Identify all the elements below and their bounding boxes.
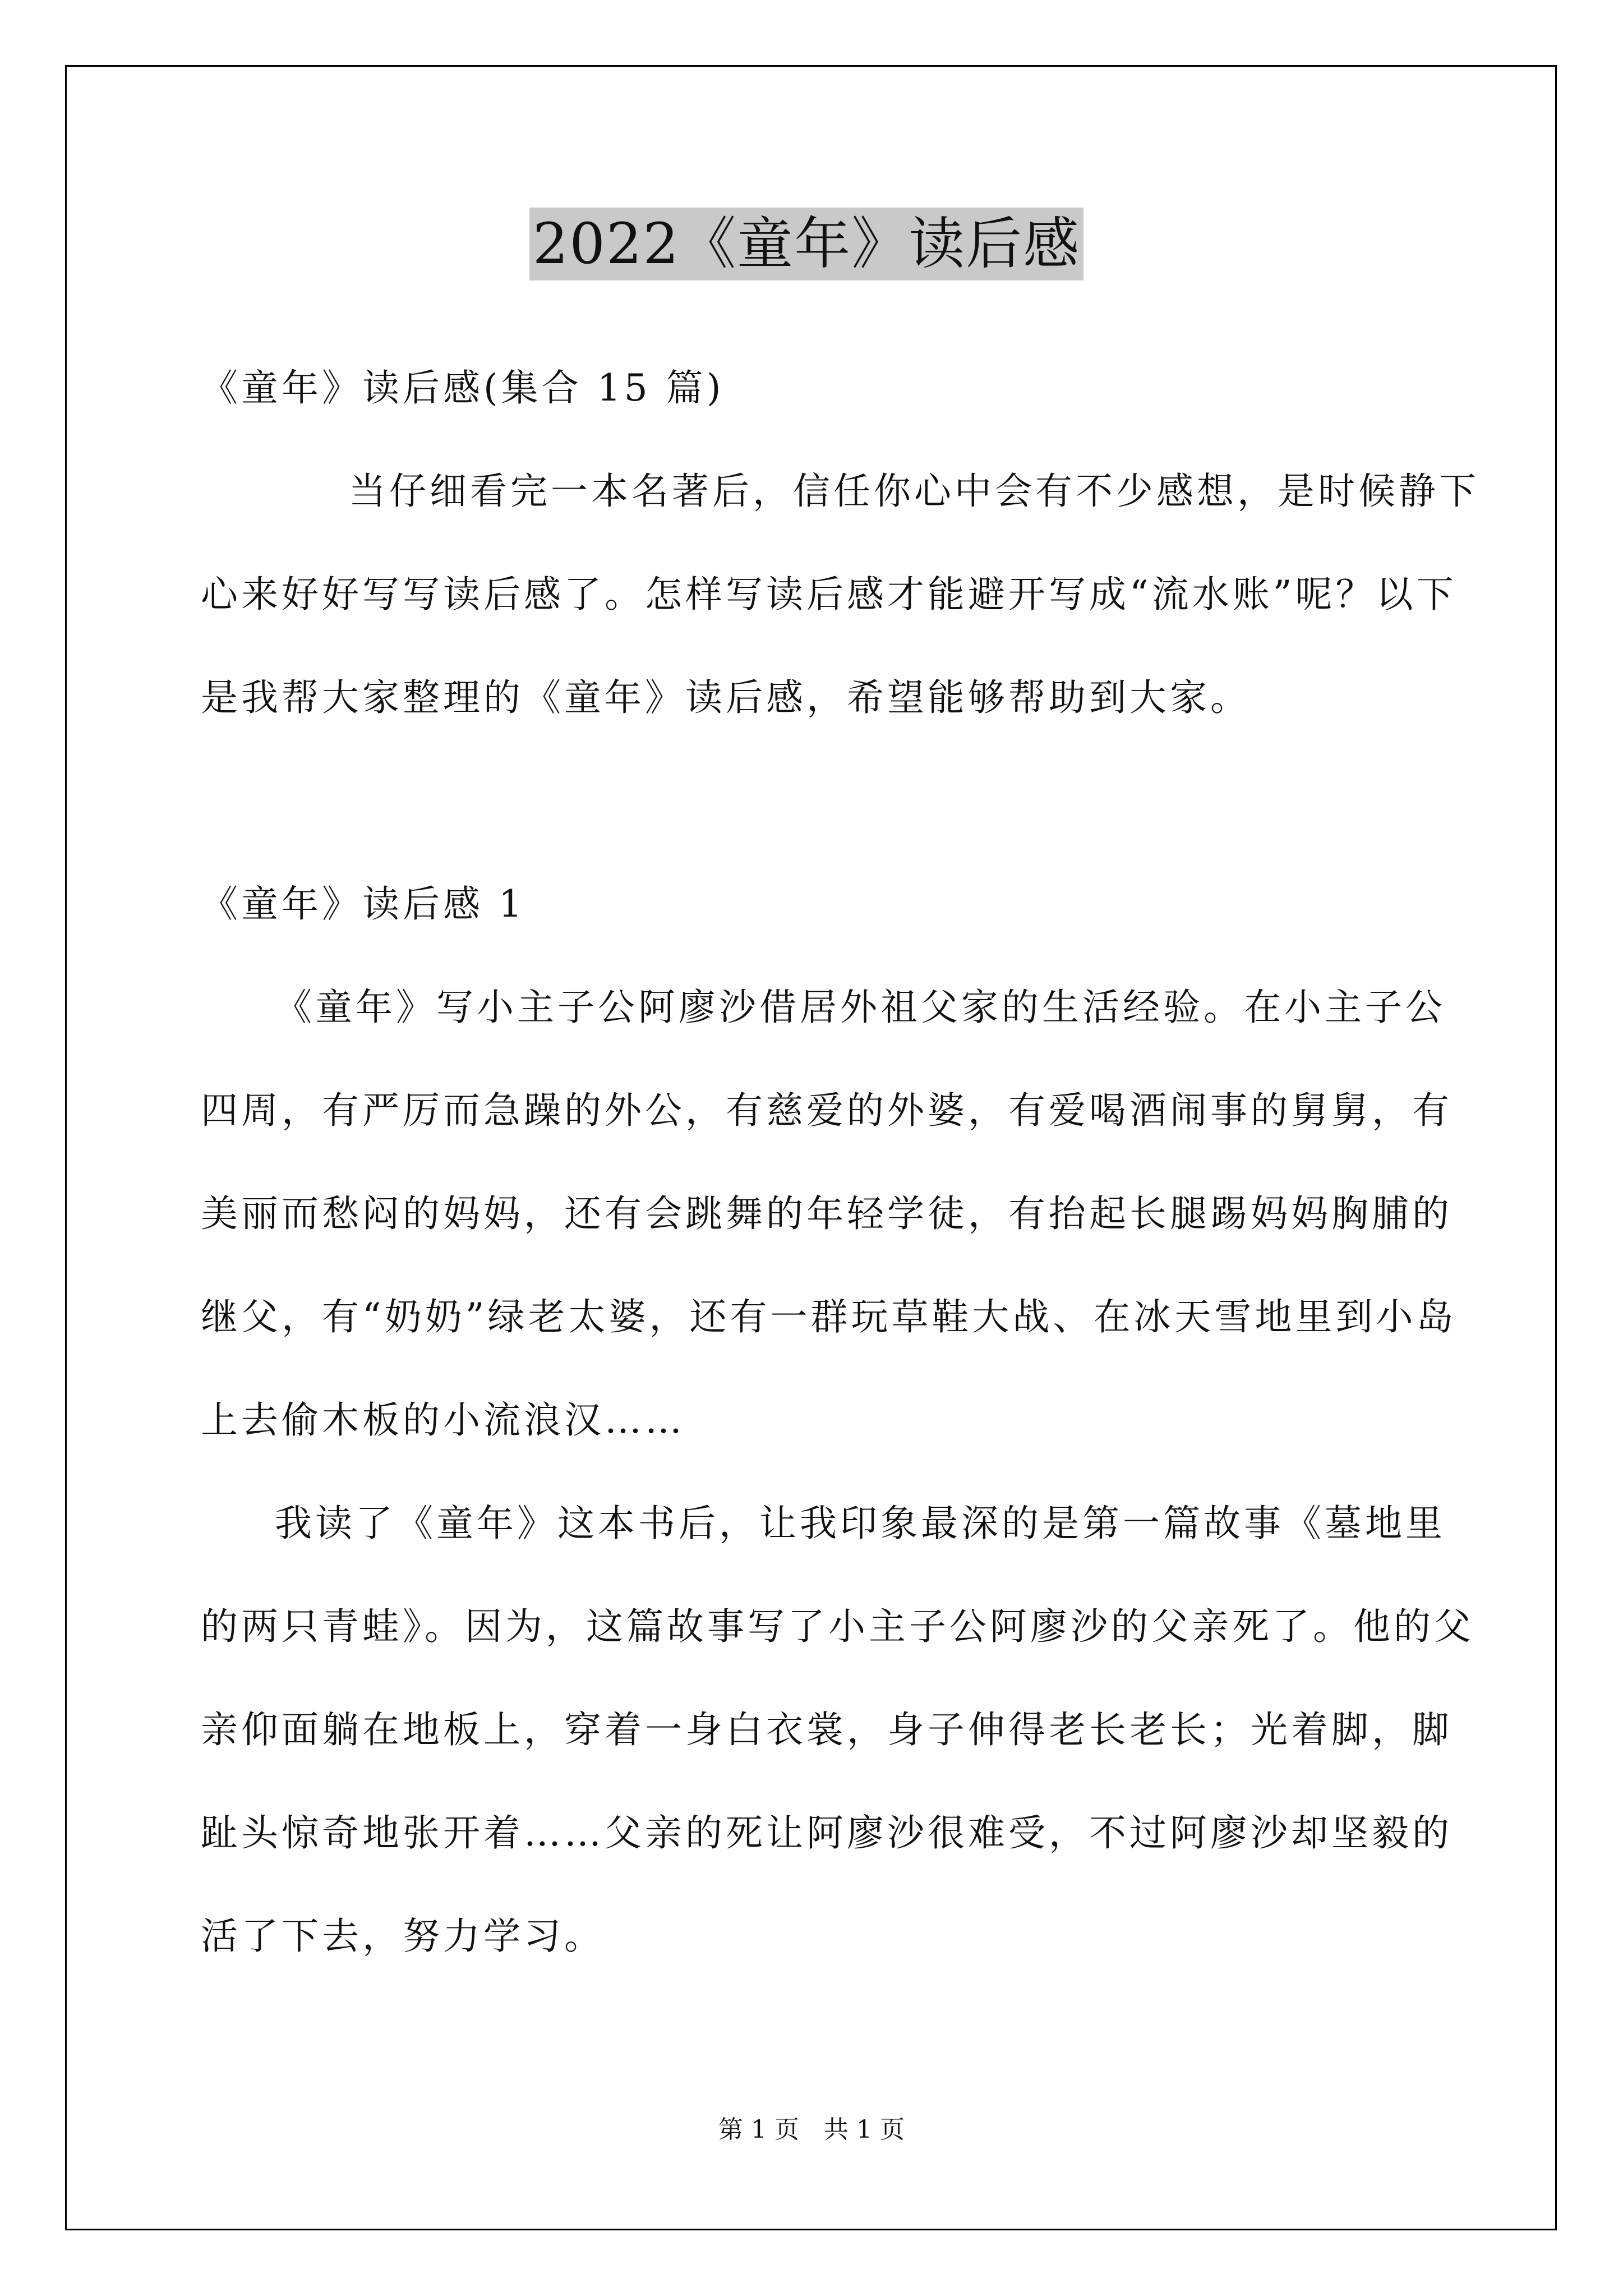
section-heading: 《童年》读后感 1 [201,882,525,926]
document-title: 2022《童年》读后感 [529,208,1084,280]
section-spacer [201,749,1479,853]
body-paragraph-2: 我读了《童年》这本书后，让我印象最深的是第一篇故事《墓地里的两只青蛙》。因为，这篇故事写了小主子公阿廖沙的父亲死了。他的父亲仰面躺在地板上，穿着一身白衣裳，身子伸得老长老长；光着脚，脚趾头惊奇地张开着……父亲的死让阿廖沙很难受，不过阿廖沙却坚毅的活了下去，努力学习。 [201,1502,1474,1958]
document-subtitle: 《童年》读后感(集合 15 篇) [201,366,725,409]
document-body [201,185,1479,1988]
body-paragraph-1: 《童年》写小主子公阿廖沙借居外祖父家的生活经验。在小主子公四周，有严厉而急躁的外公，有慈爱的外婆，有爱喝酒闹事的舅舅，有美丽而愁闷的妈妈，还有会跳舞的年轻学徒，有抬起长腿踢妈妈胸脯的继父，有“奶奶”绿老太婆，还有一群玩草鞋大战、在冰天雪地里到小岛上去偷木板的小流浪汉…… [201,986,1457,1442]
page-footer: 第 1 页 共 1 页 [718,2115,905,2144]
title-block [133,208,1479,280]
intro-paragraph: 当仔细看完一本名著后，信任你心中会有不少感想，是时候静下心来好好写写读后感了。怎样写读后感才能避开写成“流水账”呢？以下是我帮大家整理的《童年》读后感，希望能够帮助到大家。 [201,470,1479,719]
